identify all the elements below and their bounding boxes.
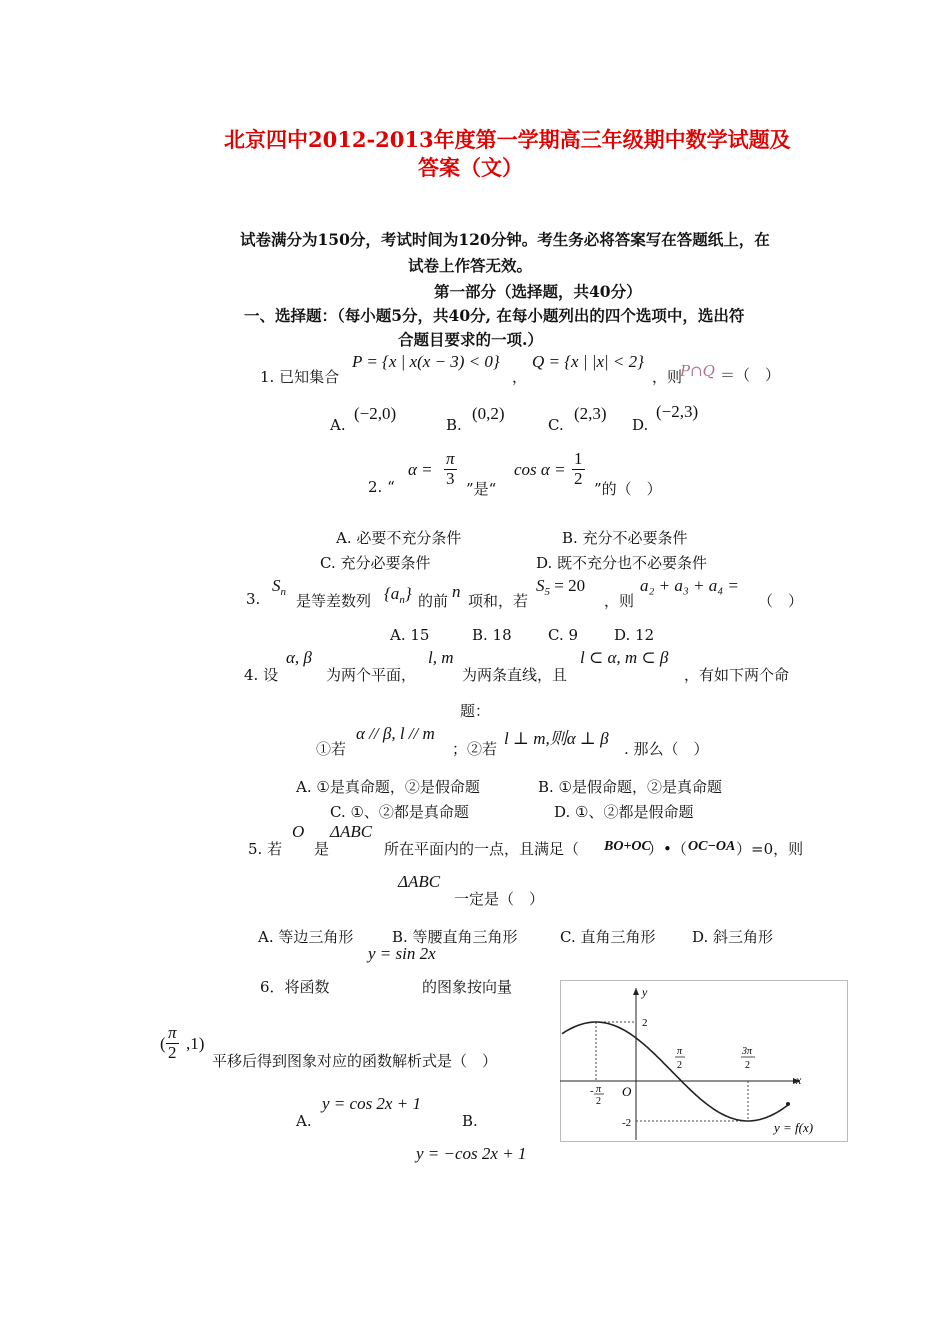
curve-end-point (786, 1102, 790, 1106)
q5-vector-1: BO+OC (604, 839, 651, 854)
q5-text-3: 一定是（ ） (454, 890, 545, 908)
q5-triangle-2: ΔABC (398, 872, 441, 891)
y-min-label: -2 (622, 1117, 632, 1129)
q2-option-c: C. 充分必要条件 (320, 554, 431, 572)
page-title-line1: 北京四中2012-2013年度第一学期高三年级期中数学试题及 (224, 127, 791, 152)
function-graph (560, 980, 848, 1142)
q1-comma: ， (512, 368, 528, 386)
q1-option-b-value: (0,2) (472, 404, 505, 423)
q4-text-1: 为两个平面， (326, 666, 417, 684)
q3-s5-letter: S (536, 576, 545, 595)
x-neg-sign: - (590, 1085, 594, 1097)
q2-prefix: 2. “ (368, 478, 395, 496)
q6-function: y = sin 2x (368, 944, 436, 963)
q3-text-4: ，则 (604, 592, 635, 610)
intro-line2: 试卷上作答无效。 (408, 256, 533, 275)
q2-pi: π (446, 449, 455, 468)
q2-alpha-eq: α = (408, 460, 433, 479)
q2-fraction-pi-3 (444, 450, 457, 488)
y-axis-label: y (642, 985, 648, 999)
q1-option-c-value: (2,3) (574, 404, 607, 423)
q5-option-b: B. 等腰直角三角形 (392, 928, 518, 946)
q2-cos-eq: cos α = (514, 460, 566, 479)
q3-tail: （ ） (758, 592, 804, 610)
section-heading-line1: 一、选择题：（每小题5分，共40分, 在每小题列出的四个选项中，选出符 (244, 306, 745, 325)
section-heading-line2: 合题目要求的一项.） (398, 330, 543, 349)
q4-tail: . 那么（ ） (624, 740, 709, 758)
x-pos1-den: 2 (677, 1060, 682, 1071)
page-title-line2: 答案（文） (418, 155, 523, 180)
q2-tail: ”的（ ） (594, 480, 662, 498)
q3-sn-letter: S (272, 576, 281, 595)
q3-text-2: 的前 (418, 592, 449, 610)
q5-option-c: C. 直角三角形 (560, 928, 656, 946)
q4-text-3: ，有如下两个命 (684, 666, 790, 684)
x-pos2-den: 2 (745, 1060, 750, 1071)
q1-prefix: 1. 已知集合 (260, 368, 340, 386)
q3-an-letter: {a (384, 584, 400, 603)
q4-prop2-label: ；②若 (452, 740, 498, 758)
q1-then: ，则 (652, 368, 683, 386)
x-pos2-num: 3π (742, 1046, 753, 1057)
origin-label: O (622, 1084, 632, 1099)
q1-option-a-label: A. (330, 416, 346, 434)
q2-three: 3 (446, 468, 455, 488)
q4-l-m: l, m (428, 648, 454, 667)
q4-text-4: 题： (460, 702, 491, 720)
q5-option-a: A. 等边三角形 (258, 928, 354, 946)
q5-point-o: O (292, 822, 305, 841)
x-axis-label: x (796, 1073, 802, 1087)
q3-sn-sub: n (280, 586, 286, 598)
q5-text-1: 所在平面内的一点，且满足（ (384, 840, 580, 858)
q2-option-b: B. 充分不必要条件 (562, 529, 688, 547)
q5-text-2: ）=0，则 (736, 840, 804, 858)
q3-number: 3. (246, 590, 261, 608)
q1-option-c-label: C. (548, 416, 564, 434)
x-neg-den: 2 (596, 1096, 601, 1107)
q3-option-a: A. 15 (390, 626, 430, 644)
q1-set-p: P = {x | x(x − 3) < 0} (352, 352, 500, 371)
q3-s5-value: = 20 (550, 576, 586, 595)
q4-prefix: 4. 设 (244, 666, 279, 684)
q4-prop2-math: l ⊥ m,则α ⊥ β (504, 729, 609, 748)
q3-an-sub: n (399, 594, 405, 606)
q5-vector-2: OC−OA (688, 839, 736, 854)
q5-triangle: ΔABC (330, 822, 373, 841)
q3-sn (272, 576, 286, 598)
q6-vector-open: ( (160, 1034, 166, 1053)
q3-option-b: B. 18 (472, 626, 512, 644)
q2-fraction-1-2 (572, 450, 585, 488)
q6-vector-two: 2 (168, 1042, 177, 1062)
q3-sum: a₂ + a₃ + a₄ = (640, 576, 739, 595)
graph-frame (561, 981, 848, 1142)
q6-text-2: 平移后得到图象对应的函数解析式是（ ） (212, 1052, 498, 1070)
q3-n: n (452, 582, 461, 601)
q5-dot: ）•（ (648, 840, 687, 858)
q4-option-d: D. ①、②都是假命题 (554, 803, 694, 821)
q1-intersection: P∩Q (680, 362, 715, 380)
q6-vector-pi: π (168, 1023, 177, 1042)
q2-two: 2 (574, 468, 583, 488)
q4-prop1-math: α // β, l // m (356, 724, 435, 743)
q3-option-d: D. 12 (614, 626, 655, 644)
q1-option-d-value: (−2,3) (656, 402, 699, 421)
graph-svg (560, 980, 848, 1142)
q5-option-d: D. 斜三角形 (692, 928, 774, 946)
q4-option-a: A. ①是真命题，②是假命题 (296, 778, 480, 796)
q6-vector-close: ,1) (186, 1034, 205, 1053)
q3-s5 (536, 576, 585, 598)
q2-option-a: A. 必要不充分条件 (336, 529, 462, 547)
q4-option-b: B. ①是假命题，②是真命题 (538, 778, 723, 796)
q4-text-2: 为两条直线，且 (462, 666, 568, 684)
q1-tail: ＝（ ） (720, 366, 781, 384)
q3-an-close: } (404, 584, 412, 603)
q2-mid: ”是“ (466, 480, 497, 498)
q1-option-b-label: B. (446, 416, 462, 434)
q6-option-b-label: B. (462, 1112, 478, 1130)
function-label: y = f(x) (774, 1120, 814, 1135)
q3-option-c: C. 9 (548, 626, 579, 644)
q6-option-b: y = −cos 2x + 1 (416, 1144, 527, 1163)
q6-option-a-label: A. (296, 1112, 312, 1130)
q3-text-3: 项和，若 (468, 592, 529, 610)
part-heading: 第一部分（选择题，共40分） (434, 282, 642, 301)
q1-option-a-value: (−2,0) (354, 404, 397, 423)
intro-line1: 试卷满分为150分，考试时间为120分钟。考生务必将答案写在答题纸上，在 (240, 230, 770, 249)
q3-s5-sub: 5 (544, 586, 550, 598)
x-pos1-num: π (677, 1046, 683, 1057)
q4-condition: l ⊂ α, m ⊂ β (580, 648, 669, 667)
q1-option-d-label: D. (632, 416, 649, 434)
q6-vector-fraction (166, 1024, 179, 1062)
q4-alpha-beta: α, β (286, 648, 312, 667)
y-max-label: 2 (642, 1017, 648, 1029)
q6-text-1: 的图象按向量 (422, 978, 513, 996)
q2-option-d: D. 既不充分也不必要条件 (536, 554, 708, 572)
q5-prefix: 5. 若 (248, 840, 283, 858)
q4-option-c: C. ①、②都是真命题 (330, 803, 469, 821)
x-neg-num: π (596, 1084, 602, 1095)
q2-one: 1 (574, 449, 583, 468)
q6-option-a: y = cos 2x + 1 (322, 1094, 421, 1113)
q3-an (384, 584, 412, 606)
q6-prefix: 6．将函数 (260, 978, 330, 996)
q4-prop1-label: ①若 (316, 740, 347, 758)
q5-is: 是 (314, 840, 330, 858)
q3-text-1: 是等差数列 (296, 592, 372, 610)
q1-set-q: Q = {x | |x| < 2} (532, 352, 644, 371)
